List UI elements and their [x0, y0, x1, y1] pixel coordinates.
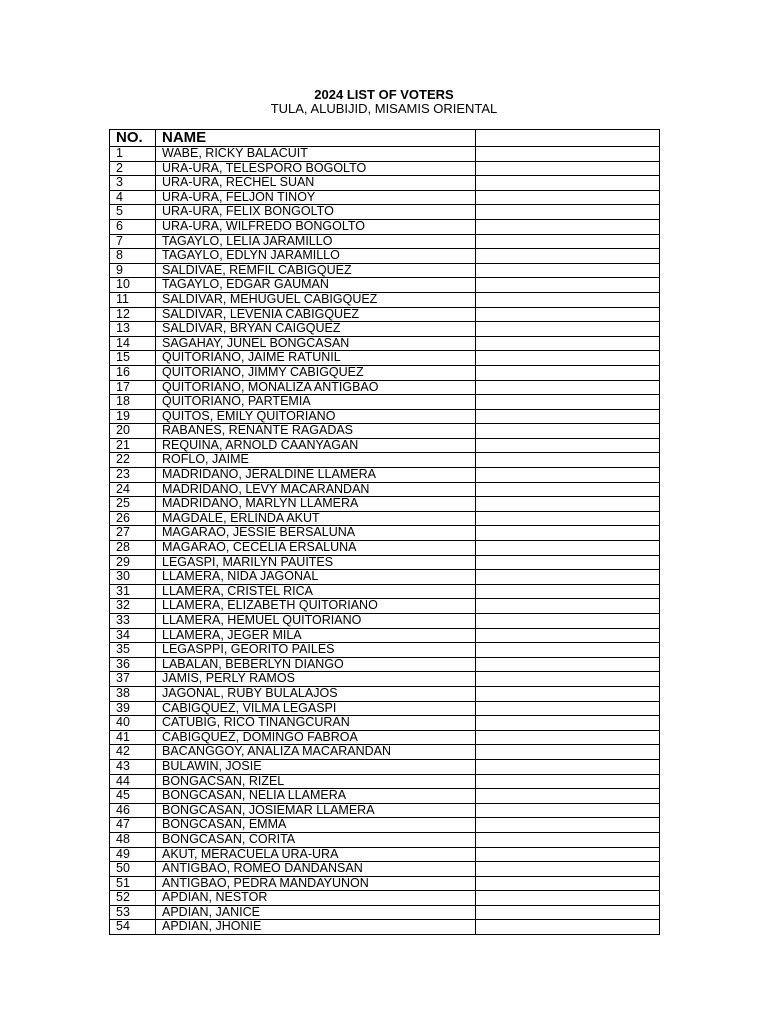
blank-cell	[476, 234, 660, 249]
voter-name: BONGCASAN, NELIA LLAMERA	[156, 789, 476, 804]
row-number: 28	[110, 541, 156, 556]
table-row	[110, 789, 660, 804]
voter-name: QUITOS, EMILY QUITORIANO	[156, 409, 476, 424]
blank-cell	[476, 745, 660, 760]
voter-name: WABE, RICKY BALACUIT	[156, 147, 476, 162]
blank-cell	[476, 599, 660, 614]
row-number: 1	[110, 147, 156, 162]
table-row	[110, 278, 660, 293]
blank-cell	[476, 190, 660, 205]
voter-name: AKUT, MERACUELA URA-URA	[156, 847, 476, 862]
voter-name: ROFLO, JAIME	[156, 453, 476, 468]
voter-name: LLAMERA, ELIZABETH QUITORIANO	[156, 599, 476, 614]
blank-cell	[476, 789, 660, 804]
row-number: 50	[110, 862, 156, 877]
table-row	[110, 643, 660, 658]
row-number: 24	[110, 482, 156, 497]
row-number: 48	[110, 832, 156, 847]
row-number: 14	[110, 336, 156, 351]
blank-cell	[476, 716, 660, 731]
blank-cell	[476, 832, 660, 847]
row-number: 7	[110, 234, 156, 249]
voter-name: APDIAN, JANICE	[156, 905, 476, 920]
table-row	[110, 147, 660, 162]
row-number: 25	[110, 497, 156, 512]
row-number: 53	[110, 905, 156, 920]
table-row	[110, 205, 660, 220]
blank-cell	[476, 862, 660, 877]
table-row	[110, 701, 660, 716]
voter-name: LLAMERA, HEMUEL QUITORIANO	[156, 614, 476, 629]
blank-cell	[476, 541, 660, 556]
blank-cell	[476, 803, 660, 818]
row-number: 43	[110, 759, 156, 774]
blank-cell	[476, 876, 660, 891]
blank-cell	[476, 686, 660, 701]
table-row	[110, 322, 660, 337]
row-number: 26	[110, 511, 156, 526]
table-row	[110, 716, 660, 731]
row-number: 49	[110, 847, 156, 862]
row-number: 38	[110, 686, 156, 701]
row-number: 34	[110, 628, 156, 643]
row-number: 33	[110, 614, 156, 629]
voter-name: LEGASPPI, GEORITO PAILES	[156, 643, 476, 658]
voter-name: QUITORIANO, JAIME RATUNIL	[156, 351, 476, 366]
blank-cell	[476, 453, 660, 468]
blank-cell	[476, 730, 660, 745]
row-number: 36	[110, 657, 156, 672]
row-number: 13	[110, 322, 156, 337]
blank-cell	[476, 307, 660, 322]
row-number: 51	[110, 876, 156, 891]
row-number: 32	[110, 599, 156, 614]
blank-cell	[476, 614, 660, 629]
table-row	[110, 555, 660, 570]
row-number: 27	[110, 526, 156, 541]
row-number: 22	[110, 453, 156, 468]
row-number: 18	[110, 395, 156, 410]
row-number: 40	[110, 716, 156, 731]
header-blank	[476, 130, 660, 147]
table-row	[110, 380, 660, 395]
voter-name: LLAMERA, NIDA JAGONAL	[156, 570, 476, 585]
table-row	[110, 847, 660, 862]
blank-cell	[476, 380, 660, 395]
voters-table-body	[110, 147, 660, 935]
blank-cell	[476, 438, 660, 453]
table-row	[110, 862, 660, 877]
table-row	[110, 365, 660, 380]
table-row	[110, 511, 660, 526]
table-row	[110, 730, 660, 745]
row-number: 37	[110, 672, 156, 687]
voter-name: BULAWIN, JOSIE	[156, 759, 476, 774]
voter-name: CABIGQUEZ, VILMA LEGASPI	[156, 701, 476, 716]
blank-cell	[476, 628, 660, 643]
row-number: 5	[110, 205, 156, 220]
voter-name: BONGCASAN, JOSIEMAR LLAMERA	[156, 803, 476, 818]
blank-cell	[476, 818, 660, 833]
table-row	[110, 468, 660, 483]
voter-name: MADRIDANO, MARLYN LLAMERA	[156, 497, 476, 512]
header-name: NAME	[156, 130, 476, 147]
table-row	[110, 497, 660, 512]
row-number: 11	[110, 292, 156, 307]
table-row	[110, 526, 660, 541]
table-row	[110, 628, 660, 643]
row-number: 31	[110, 584, 156, 599]
voter-name: JAGONAL, RUBY BULALAJOS	[156, 686, 476, 701]
voter-name: CATUBIG, RICO TINANGCURAN	[156, 716, 476, 731]
voter-name: BONGCASAN, CORITA	[156, 832, 476, 847]
blank-cell	[476, 336, 660, 351]
blank-cell	[476, 409, 660, 424]
blank-cell	[476, 774, 660, 789]
table-row	[110, 161, 660, 176]
row-number: 46	[110, 803, 156, 818]
blank-cell	[476, 701, 660, 716]
voter-name: MAGARAO, JESSIE BERSALUNA	[156, 526, 476, 541]
voter-name: SALDIVAR, MEHUGUEL CABIGQUEZ	[156, 292, 476, 307]
table-row	[110, 920, 660, 935]
blank-cell	[476, 249, 660, 264]
blank-cell	[476, 657, 660, 672]
table-row	[110, 905, 660, 920]
row-number: 54	[110, 920, 156, 935]
table-row	[110, 438, 660, 453]
voter-name: TAGAYLO, EDLYN JARAMILLO	[156, 249, 476, 264]
voter-name: REQUINA, ARNOLD CAANYAGAN	[156, 438, 476, 453]
table-row	[110, 409, 660, 424]
blank-cell	[476, 526, 660, 541]
table-row	[110, 774, 660, 789]
blank-cell	[476, 891, 660, 906]
blank-cell	[476, 759, 660, 774]
row-number: 30	[110, 570, 156, 585]
row-number: 39	[110, 701, 156, 716]
row-number: 10	[110, 278, 156, 293]
voter-name: MAGDALE, ERLINDA AKUT	[156, 511, 476, 526]
blank-cell	[476, 395, 660, 410]
voter-name: MADRIDANO, LEVY MACARANDAN	[156, 482, 476, 497]
table-row	[110, 832, 660, 847]
voter-name: ANTIGBAO, ROMEO DANDANSAN	[156, 862, 476, 877]
row-number: 15	[110, 351, 156, 366]
document-subtitle: TULA, ALUBIJID, MISAMIS ORIENTAL	[270, 101, 498, 116]
row-number: 20	[110, 424, 156, 439]
blank-cell	[476, 643, 660, 658]
row-number: 3	[110, 176, 156, 191]
blank-cell	[476, 365, 660, 380]
row-number: 17	[110, 380, 156, 395]
table-row	[110, 876, 660, 891]
row-number: 44	[110, 774, 156, 789]
row-number: 35	[110, 643, 156, 658]
table-row	[110, 584, 660, 599]
blank-cell	[476, 497, 660, 512]
voter-name: URA-URA, FELIX BONGOLTO	[156, 205, 476, 220]
table-row	[110, 307, 660, 322]
voter-name: LABALAN, BEBERLYN DIANGO	[156, 657, 476, 672]
row-number: 29	[110, 555, 156, 570]
voter-name: MADRIDANO, JERALDINE LLAMERA	[156, 468, 476, 483]
table-header-row	[110, 130, 660, 147]
voter-name: BACANGGOY, ANALIZA MACARANDAN	[156, 745, 476, 760]
row-number: 2	[110, 161, 156, 176]
row-number: 47	[110, 818, 156, 833]
table-row	[110, 292, 660, 307]
voter-name: QUITORIANO, JIMMY CABIGQUEZ	[156, 365, 476, 380]
voter-name: APDIAN, JHONIE	[156, 920, 476, 935]
table-row	[110, 424, 660, 439]
voters-table	[109, 129, 660, 935]
voter-name: TAGAYLO, EDGAR GAUMAN	[156, 278, 476, 293]
row-number: 6	[110, 219, 156, 234]
blank-cell	[476, 292, 660, 307]
row-number: 8	[110, 249, 156, 264]
table-row	[110, 351, 660, 366]
table-row	[110, 570, 660, 585]
voter-name: BONGACSAN, RIZEL	[156, 774, 476, 789]
table-row	[110, 219, 660, 234]
voter-name: TAGAYLO, LELIA JARAMILLO	[156, 234, 476, 249]
blank-cell	[476, 584, 660, 599]
table-row	[110, 818, 660, 833]
table-row	[110, 263, 660, 278]
table-row	[110, 249, 660, 264]
voter-name: ANTIGBAO, PEDRA MANDAYUNON	[156, 876, 476, 891]
row-number: 19	[110, 409, 156, 424]
voter-name: SALDIVAR, LEVENIA CABIGQUEZ	[156, 307, 476, 322]
row-number: 21	[110, 438, 156, 453]
voter-name: LEGASPI, MARILYN PAUITES	[156, 555, 476, 570]
table-row	[110, 453, 660, 468]
table-row	[110, 482, 660, 497]
voter-name: CABIGQUEZ, DOMINGO FABROA	[156, 730, 476, 745]
blank-cell	[476, 847, 660, 862]
row-number: 4	[110, 190, 156, 205]
row-number: 42	[110, 745, 156, 760]
voter-name: URA-URA, RECHEL SUAN	[156, 176, 476, 191]
row-number: 52	[110, 891, 156, 906]
blank-cell	[476, 920, 660, 935]
table-row	[110, 190, 660, 205]
blank-cell	[476, 322, 660, 337]
blank-cell	[476, 482, 660, 497]
table-row	[110, 745, 660, 760]
table-row	[110, 336, 660, 351]
table-row	[110, 395, 660, 410]
row-number: 45	[110, 789, 156, 804]
voter-name: RABANES, RENANTE RAGADAS	[156, 424, 476, 439]
table-row	[110, 686, 660, 701]
blank-cell	[476, 278, 660, 293]
voter-name: SALDIVAR, BRYAN CAIGQUEZ	[156, 322, 476, 337]
blank-cell	[476, 147, 660, 162]
table-row	[110, 541, 660, 556]
blank-cell	[476, 511, 660, 526]
voter-name: SAGAHAY, JUNEL BONGCASAN	[156, 336, 476, 351]
blank-cell	[476, 905, 660, 920]
voter-name: QUITORIANO, PARTEMIA	[156, 395, 476, 410]
blank-cell	[476, 161, 660, 176]
blank-cell	[476, 219, 660, 234]
row-number: 12	[110, 307, 156, 322]
table-row	[110, 599, 660, 614]
row-number: 41	[110, 730, 156, 745]
blank-cell	[476, 468, 660, 483]
blank-cell	[476, 263, 660, 278]
blank-cell	[476, 672, 660, 687]
row-number: 16	[110, 365, 156, 380]
blank-cell	[476, 351, 660, 366]
table-row	[110, 176, 660, 191]
voter-name: URA-URA, FELJON TINOY	[156, 190, 476, 205]
voter-name: LLAMERA, CRISTEL RICA	[156, 584, 476, 599]
blank-cell	[476, 176, 660, 191]
voter-name: QUITORIANO, MONALIZA ANTIGBAO	[156, 380, 476, 395]
voter-name: SALDIVAE, REMFIL CABIGQUEZ	[156, 263, 476, 278]
row-number: 23	[110, 468, 156, 483]
table-row	[110, 234, 660, 249]
table-row	[110, 614, 660, 629]
document-title: 2024 LIST OF VOTERS	[314, 87, 454, 102]
voter-name: BONGCASAN, EMMA	[156, 818, 476, 833]
voter-name: APDIAN, NESTOR	[156, 891, 476, 906]
table-row	[110, 759, 660, 774]
voter-name: URA-URA, WILFREDO BONGOLTO	[156, 219, 476, 234]
blank-cell	[476, 570, 660, 585]
blank-cell	[476, 205, 660, 220]
table-row	[110, 657, 660, 672]
voter-name: MAGARAO, CECELIA ERSALUNA	[156, 541, 476, 556]
table-row	[110, 672, 660, 687]
table-row	[110, 803, 660, 818]
header-no: NO.	[110, 130, 156, 147]
row-number: 9	[110, 263, 156, 278]
voter-name: LLAMERA, JEGER MILA	[156, 628, 476, 643]
blank-cell	[476, 424, 660, 439]
blank-cell	[476, 555, 660, 570]
voter-name: URA-URA, TELESPORO BOGOLTO	[156, 161, 476, 176]
table-row	[110, 891, 660, 906]
voter-name: JAMIS, PERLY RAMOS	[156, 672, 476, 687]
